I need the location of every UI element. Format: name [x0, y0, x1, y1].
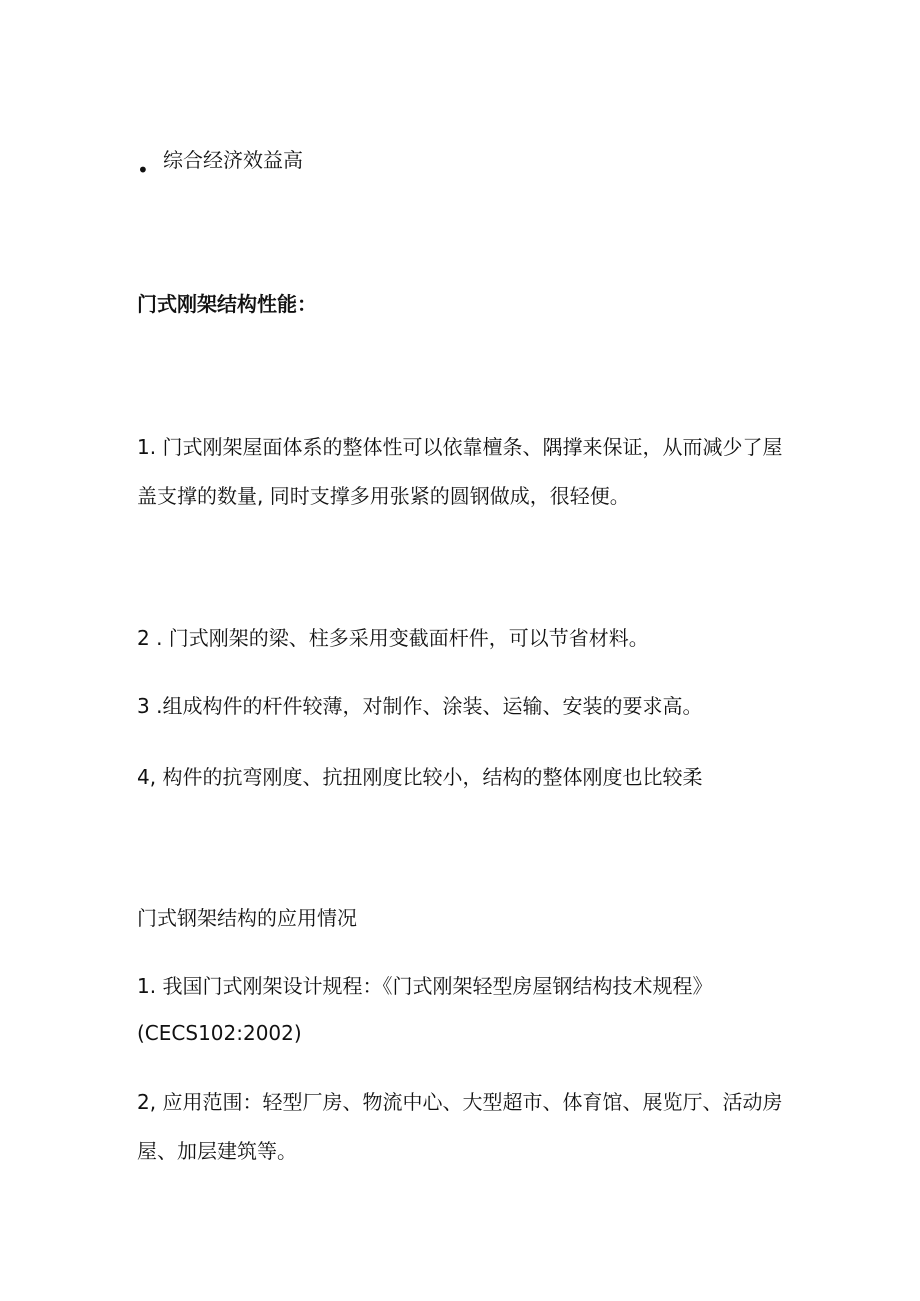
performance-item-1-line-1: 1. 门式刚架屋面体系的整体性可以依靠檀条、隅撑来保证，从而减少了屋 — [137, 435, 783, 459]
application-item-1-line-2: (CECS102:2002) — [137, 1021, 302, 1045]
application-item-1-line-1: 1. 我国门式刚架设计规程：《门式刚架轻型房屋钢结构技术规程》 — [137, 974, 713, 998]
performance-heading: 门式刚架结构性能： — [137, 292, 317, 316]
application-item-2-line-2: 屋、加层建筑等。 — [137, 1139, 297, 1163]
bullet-marker: • — [137, 158, 149, 182]
application-heading: 门式钢架结构的应用情况 — [137, 906, 357, 930]
performance-item-3: 3 .组成构件的杆件较薄，对制作、涂装、运输、安装的要求高。 — [137, 694, 703, 718]
application-item-2-line-1: 2, 应用范围：轻型厂房、物流中心、大型超市、体育馆、展览厅、活动房 — [137, 1090, 783, 1114]
bullet-item-text: 综合经济效益高 — [163, 148, 303, 172]
performance-item-2: 2 . 门式刚架的梁、柱多采用变截面杆件，可以节省材料。 — [137, 626, 649, 650]
performance-item-4: 4, 构件的抗弯刚度、抗扭刚度比较小，结构的整体刚度也比较柔 — [137, 765, 703, 789]
performance-item-1-line-2: 盖支撑的数量, 同时支撑多用张紧的圆钢做成，很轻便。 — [137, 484, 630, 508]
